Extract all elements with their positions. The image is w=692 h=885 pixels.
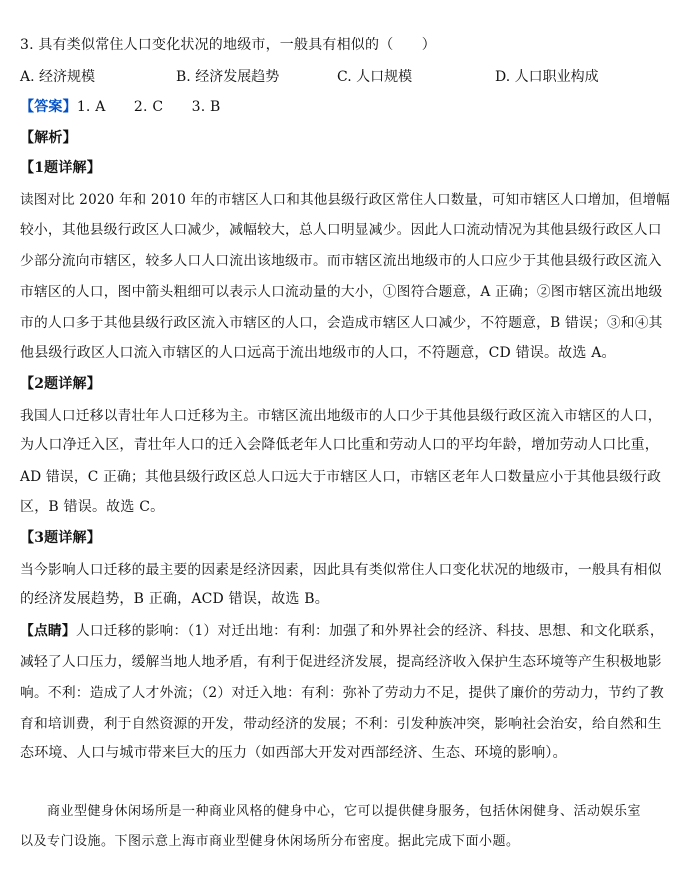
q3-line: 当今影响人口迁移的最主要的因素是经济因素，因此具有类似常住人口变化状况的地级市，一般具有相似 (20, 562, 662, 578)
question-stem: 3. 具有类似常住人口变化状况的地级市，一般具有相似的（ ） (20, 37, 437, 53)
q2-line: AD 错误，C 正确；其他县级行政区总人口远大于市辖区人口，市辖区老年人口数量应小于其他县级行政 (20, 469, 662, 485)
answer-label: 【答案】 (20, 99, 77, 115)
note-line: 育和培训费，利于自然资源的开发，带动经济的发展；不利：引发种族冲突，影响社会治安，给自然和生 (20, 716, 662, 732)
option-c (337, 66, 412, 86)
option-text: 经济发展趋势 (195, 69, 280, 85)
note-first-line (20, 619, 670, 639)
q1-line: 他县级行政区人口流入市辖区的人口远高于流出地级市的人口，不符题意，CD 错误。故选 A。 (20, 345, 616, 361)
option-text: 人口规模 (356, 69, 413, 85)
q2-line: 我国人口迁移以青壮年人口迁移为主。市辖区流出地级市的人口少于其他县级行政区流入市辖区的人口， (20, 408, 662, 424)
note-label: 【点睛】 (20, 623, 76, 639)
note-line: 减轻了人口压力，缓解当地人地矛盾，有利于促进经济发展，提高经济收入保护生态环境等产生积极地影 (20, 654, 662, 670)
q2-label: 【2题详解】 (20, 376, 101, 392)
analysis-label: 【解析】 (20, 130, 77, 146)
option-letter: D. (495, 69, 511, 85)
q3-line: 的经济发展趋势，B 正确，ACD 错误，故选 B。 (20, 591, 329, 607)
answer-line (20, 96, 221, 116)
option-letter: B. (176, 69, 191, 85)
note-text: 人口迁移的影响：（1）对迁出地：有利：加强了和外界社会的经济、科技、思想、和文化联系， (75, 623, 664, 639)
q2-line: 区，B 错误。故选 C。 (20, 499, 165, 515)
q2-line: 为人口净迁入区，青壮年人口的迁入会降低老年人口比重和劳动人口的平均年龄，增加劳动人口比重， (20, 437, 659, 453)
q1-line: 较小，其他县级行政区人口减少，减幅较大，总人口明显减少。因此人口流动情况为其他县级行政区人口 (20, 222, 662, 238)
note-line: 响。不利：造成了人才外流；（2）对迁入地：有利：弥补了劳动力不足，提供了廉价的劳动力，节约了教 (20, 685, 664, 701)
answer-values: 1. A 2. C 3. B (76, 99, 221, 115)
option-letter: C. (337, 69, 352, 85)
note-line: 态环境、人口与城市带来巨大的压力（如西部大开发对西部经济、生态、环境的影响）。 (20, 745, 567, 761)
q3-label: 【3题详解】 (20, 530, 101, 546)
option-text: 人口职业构成 (514, 69, 599, 85)
q1-label: 【1题详解】 (20, 160, 101, 176)
q1-line: 读图对比 2020 年和 2010 年的市辖区人口和其他县级行政区常住人口数量，可知市辖区人口增加，但增幅 (20, 192, 670, 208)
option-text: 经济规模 (39, 69, 96, 85)
option-letter: A. (20, 69, 35, 85)
option-b (176, 66, 279, 86)
option-d (495, 66, 599, 86)
q1-line: 少部分流向市辖区，较多人口人口流出该地级市。而市辖区流出地级市的人口应少于其他县级行政区流入 (20, 253, 662, 269)
material-line: 商业型健身休闲场所是一种商业风格的健身中心，它可以提供健身服务，包括休闲健身、活动娱乐室 (20, 804, 642, 819)
q1-line: 市辖区的人口，图中箭头粗细可以表示人口流动量的大小，①图符合题意，A 正确；②图市辖区流出地级 (20, 284, 663, 300)
q1-line: 市的人口多于其他县级行政区流入市辖区的人口，会造成市辖区人口减少，不符题意，B 错误；③和④其 (20, 315, 663, 331)
material-line: 以及专门设施。下图示意上海市商业型健身休闲场所分布密度。据此完成下面小题。 (20, 834, 520, 849)
option-a (20, 66, 95, 86)
